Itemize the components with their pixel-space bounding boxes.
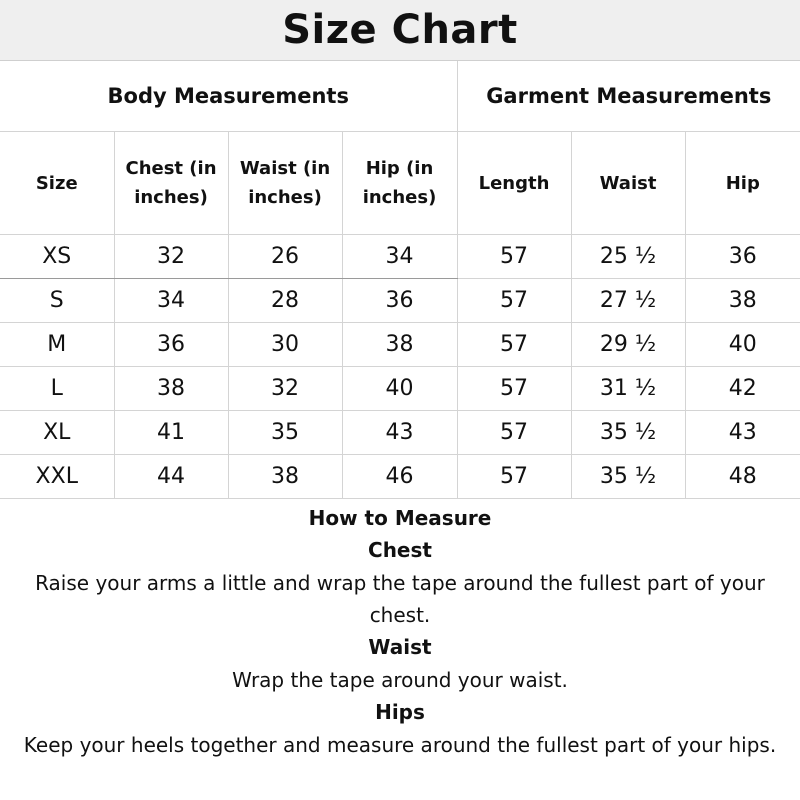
size-chart-table (0, 61, 800, 499)
cell-hip: 43 (342, 411, 457, 455)
how-to-measure-section (0, 503, 800, 761)
table-row (0, 279, 800, 323)
col-size: Size (0, 132, 114, 235)
chest-instructions: Raise your arms a little and wrap the tape around the fullest part of your chest. (35, 571, 765, 627)
col-waist-label: Waist (in inches) (239, 158, 331, 208)
waist-heading: Waist (368, 635, 432, 659)
cell-chest: 44 (114, 455, 228, 499)
cell-size: XL (0, 411, 114, 455)
cell-size: S (0, 279, 114, 323)
cell-waist: 30 (228, 323, 342, 367)
cell-waist: 28 (228, 279, 342, 323)
cell-hip: 40 (342, 367, 457, 411)
column-header-row (0, 132, 800, 235)
cell-size: M (0, 323, 114, 367)
table-row (0, 367, 800, 411)
cell-garment-waist: 29 ½ (571, 323, 685, 367)
col-waist (228, 132, 342, 235)
cell-garment-waist: 31 ½ (571, 367, 685, 411)
body-measurements-header: Body Measurements (0, 61, 457, 132)
cell-chest: 36 (114, 323, 228, 367)
cell-garment-hip: 43 (685, 411, 800, 455)
cell-garment-hip: 38 (685, 279, 800, 323)
table-row (0, 235, 800, 279)
table-row (0, 323, 800, 367)
cell-garment-waist: 35 ½ (571, 455, 685, 499)
cell-hip: 38 (342, 323, 457, 367)
cell-chest: 38 (114, 367, 228, 411)
cell-length: 57 (457, 367, 571, 411)
cell-length: 57 (457, 455, 571, 499)
group-header-row (0, 61, 800, 132)
cell-length: 57 (457, 411, 571, 455)
cell-length: 57 (457, 279, 571, 323)
hips-heading: Hips (375, 700, 425, 724)
cell-garment-hip: 42 (685, 367, 800, 411)
title-bar (0, 0, 800, 61)
cell-waist: 32 (228, 367, 342, 411)
cell-chest: 41 (114, 411, 228, 455)
how-to-measure-heading: How to Measure (308, 506, 492, 530)
cell-chest: 32 (114, 235, 228, 279)
cell-size: XS (0, 235, 114, 279)
cell-size: XXL (0, 455, 114, 499)
hips-instructions: Keep your heels together and measure around the fullest part of your hips. (23, 733, 777, 757)
page-title: Size Chart (282, 7, 518, 53)
col-garment-waist: Waist (571, 132, 685, 235)
col-garment-hip: Hip (685, 132, 800, 235)
cell-waist: 35 (228, 411, 342, 455)
garment-measurements-header: Garment Measurements (457, 61, 800, 132)
table-row (0, 411, 800, 455)
col-chest (114, 132, 228, 235)
waist-instructions: Wrap the tape around your waist. (232, 668, 568, 692)
cell-waist: 26 (228, 235, 342, 279)
col-hip-label: Hip (in inches) (362, 158, 437, 208)
cell-hip: 46 (342, 455, 457, 499)
cell-hip: 36 (342, 279, 457, 323)
cell-garment-hip: 48 (685, 455, 800, 499)
table-row (0, 455, 800, 499)
col-length: Length (457, 132, 571, 235)
cell-hip: 34 (342, 235, 457, 279)
cell-garment-waist: 25 ½ (571, 235, 685, 279)
col-chest-label: Chest (in inches) (125, 158, 217, 208)
cell-chest: 34 (114, 279, 228, 323)
col-hip (342, 132, 457, 235)
cell-length: 57 (457, 323, 571, 367)
cell-garment-waist: 27 ½ (571, 279, 685, 323)
cell-garment-hip: 36 (685, 235, 800, 279)
cell-length: 57 (457, 235, 571, 279)
cell-size: L (0, 367, 114, 411)
cell-garment-waist: 35 ½ (571, 411, 685, 455)
chest-heading: Chest (368, 538, 432, 562)
cell-waist: 38 (228, 455, 342, 499)
cell-garment-hip: 40 (685, 323, 800, 367)
